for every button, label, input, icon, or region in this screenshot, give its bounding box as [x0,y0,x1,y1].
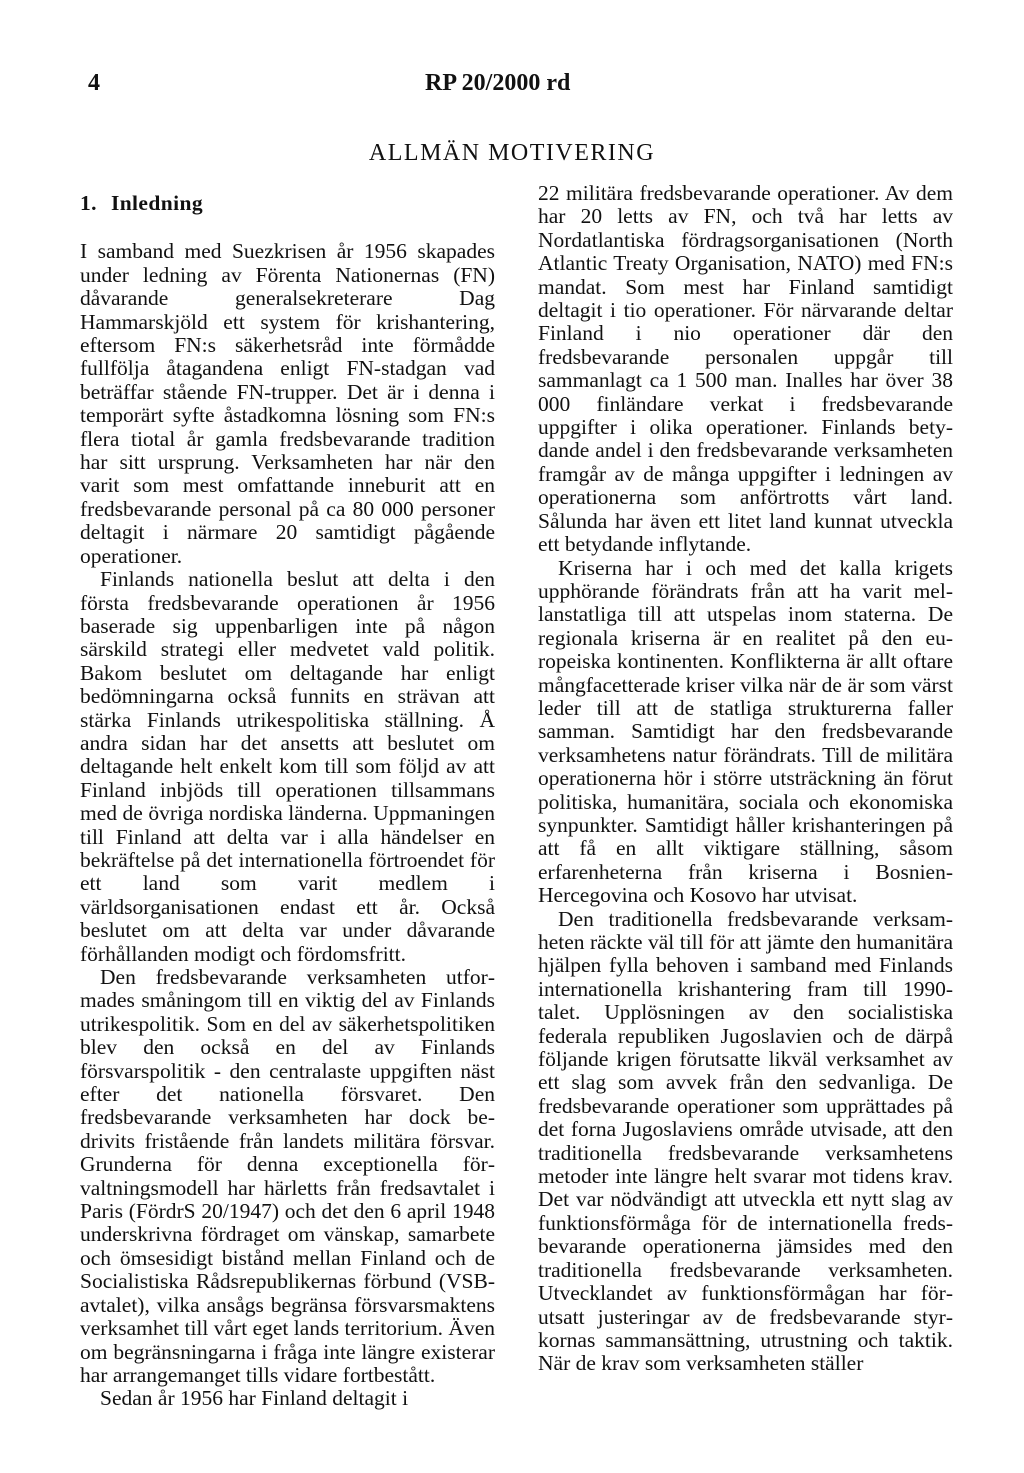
section-title: ALLMÄN MOTIVERING [368,140,656,166]
paragraph: I samband med Suezkrisen år 1956 skapades under ledning av Förenta Nationernas (FN) dåvarande generalsekreterare Dag Hammarskjöld ett system för krishantering, eftersom FN:s säkerhetsråd inte förmådde fullfölja åtagandena enligt FN-stadgan vad beträffar stående FN-trupper. Det är i denna i temporärt syfte åstadkomna lösning som FN:s flera tiotal år gamla fredsbevarande tradition har sitt ursprung. Verksamheten har när den varit som mest omfattande inneburit att en fredsbevarande personal på ca 80 000 personer deltagit i närmare 20 samtidigt pågående operationer. [80,239,495,568]
right-column [538,182,953,1376]
left-column [80,182,495,1411]
paragraph: 22 militära fredsbevarande operationer. Av dem har 20 letts av FN, och två har letts av Nordatlantiska fördragsorganisationen (North Atlantic Treaty Organisation, NATO) med FN:s mandat. Som mest har Finland samtidigt deltagit i tio operationer. För närvarande deltar Finland i nio operationer där den fredsbevarande personalen uppgår till sammanlagt ca 1 500 man. Inalles har över 38 000 finländare verkat i fredsbevarande uppgifter i olika operationer. Finlands betydande andel i den fredsbevarande verksamheten framgår av de många uppgifter i ledningen av operationerna som anförtrotts vårt land. Sålunda har även ett litet land kunnat utveckla ett betydande inflytande. [538,181,953,557]
document-id: RP 20/2000 rd [425,70,571,96]
paragraph: Kriserna har i och med det kalla krigets upphörande förändrats från att ha varit mellanstatliga till att utspelas inom staterna. De regionala kriserna är en realitet på den europeiska kontinenten. Konflikterna är allt oftare mångfacetterade kriser vilka när de är som värst leder till att de statliga strukturerna faller samman. Samtidigt har den fredsbevarande verksamhetens natur förändrats. Till de militära operationerna hör i större utsträckning än förut politiska, humanitära, sociala och ekonomiska synpunkter. Samtidigt håller krishanteringen på att få en allt viktigare ställning, såsom erfarenheterna från kriserna i Bosnien-Hercegovina och Kosovo har utvisat. [538,555,953,908]
heading-number: 1. [80,191,97,215]
page-number: 4 [88,70,100,96]
section-heading [80,192,495,215]
paragraph: Den traditionella fredsbevarande verksamheten räckte väl till för att jämte den humanitära hjälpen fylla behoven i samband med Finlands internationella krishantering fram till 1990-talet. Upplösningen av den socialistiska federala republiken Jugoslavien och de därpå följande krigen förutsatte likväl verksamhet av ett slag som avvek från den sedvanliga. De fredsbevarande operationer som upprättades på det forna Jugoslaviens område utvisade, att den traditionella fredsbevarande verksamhetens metoder inte längre helt svarar mot tidens krav. Det var nödvändigt att utveckla ett nytt slag av funktionsförmåga för de internationella fredsbevarande operationerna jämsides med den traditionella fredsbevarande verksamheten. Utvecklandet av funktionsförmågan har förutsatt justeringar av de fredsbevarande styrkornas sammansättning, utrustning och taktik. När de krav som verksamheten ställer [538,906,953,1376]
heading-text: Inledning [110,191,203,215]
paragraph: Sedan år 1956 har Finland deltagit i [100,1386,409,1411]
paragraph: Den fredsbevarande verksamheten utformades småningom till en viktig del av Finlands utrikespolitik. Som en del av säkerhetspolitiken blev den också en del av Finlands försvarspolitik - den centralaste uppgiften näst efter det nationella försvaret. Den fredsbevarande verksamheten har dock bedrivits fristående från landets militära försvar. Grunderna för denna exceptionella förvaltningsmodell har härletts från fredsavtalet i Paris (FördrS 20/1947) och det den 6 april 1948 underskrivna fördraget om vänskap, samarbete och ömsesidigt bistånd mellan Finland och de Socialistiska Rådsrepublikernas förbund (VSB-avtalet), vilka ansågs begränsa försvarsmaktens verksamhet till vårt eget lands territorium. Även om begränsningarna i fråga inte längre existerar har arrangemanget tills vidare fortbestått. [80,965,495,1387]
paragraph: Finlands nationella beslut att delta i den första fredsbevarande operationen år 1956 baserade sig uppenbarligen inte på någon särskild strategi eller medvetet vald politik. Bakom beslutet om deltagande har enligt bedömningarna också funnits en strävan att stärka Finlands utrikespolitiska ställning. Å andra sidan har det ansetts att beslutet om deltagande helt enkelt kom till som följd av att Finland inbjöds till operationen tillsammans med de övriga nordiska länderna. Uppmaningen till Finland att delta var i alla händelser en bekräftelse på det internationella förtroendet för ett land som varit medlem i världsorganisationen endast ett år. Också beslutet om att delta var under dåvarande förhållanden modigt och fördomsfritt. [80,567,495,966]
